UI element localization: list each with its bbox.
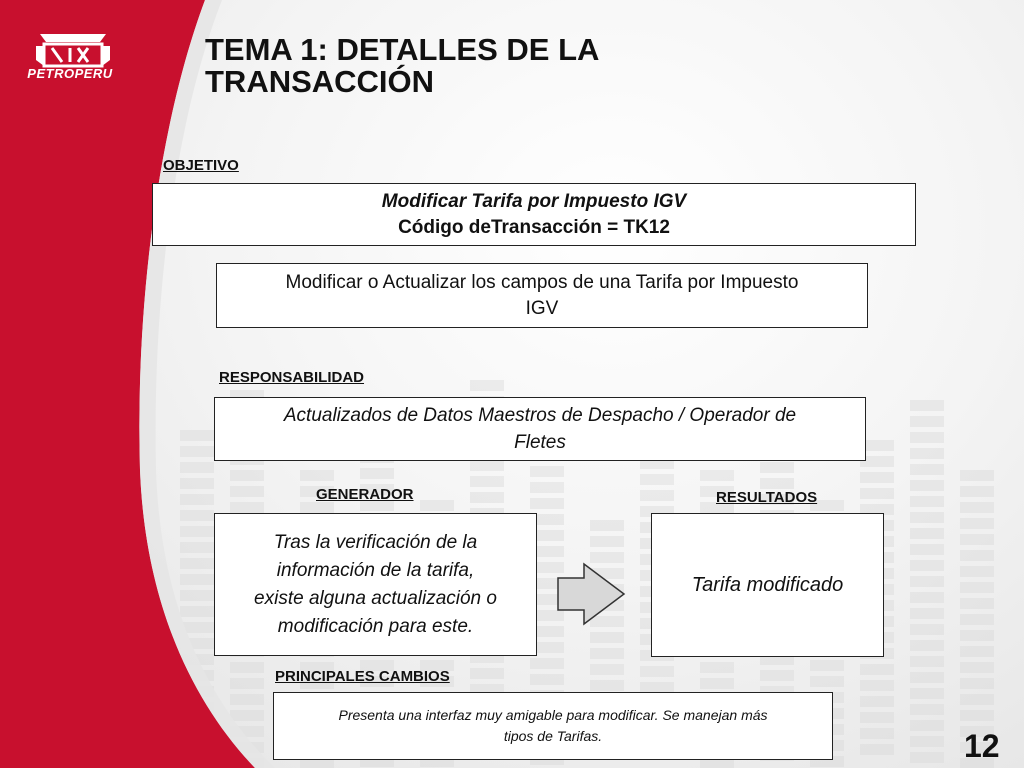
responsabilidad-label: RESPONSABILIDAD <box>219 369 365 386</box>
cambios-line1: Presenta una interfaz muy amigable para modificar. Se manejan más <box>338 707 768 723</box>
responsabilidad-box <box>214 397 866 461</box>
cambios-box <box>273 692 833 760</box>
resultados-text: Tarifa modificado <box>691 573 844 596</box>
generador-line2: información de la tarifa, <box>276 559 475 581</box>
transaction-code: Código deTransacción = TK12 <box>398 216 670 238</box>
cambios-label: PRINCIPALES CAMBIOS <box>275 668 450 685</box>
page-title: TEMA 1: DETALLES DE LA TRANSACCIÓN <box>205 32 600 99</box>
description-line2: IGV <box>525 297 559 319</box>
resultados-label: RESULTADOS <box>716 489 818 506</box>
responsabilidad-line2: Fletes <box>514 432 566 453</box>
objetivo-label: OBJETIVO <box>163 157 239 174</box>
arrow-right-icon <box>556 562 628 626</box>
cambios-line2: tipos de Tarifas. <box>503 728 603 744</box>
generador-line4: modificación para este. <box>277 615 474 637</box>
generador-line3: existe alguna actualización o <box>254 587 497 609</box>
generador-label: GENERADOR <box>316 486 414 503</box>
logo-text: PETROPERU <box>27 66 113 81</box>
page-number: 12 <box>964 728 1000 764</box>
resultados-box <box>651 513 884 657</box>
generador-box <box>214 513 537 656</box>
objetivo-box <box>152 183 916 246</box>
description-box <box>216 263 868 328</box>
responsabilidad-line1: Actualizados de Datos Maestros de Despacho / Operador de <box>283 405 797 426</box>
objetivo-title: Modificar Tarifa por Impuesto IGV <box>381 190 687 212</box>
generador-line1: Tras la verificación de la <box>273 531 478 553</box>
description-line1: Modificar o Actualizar los campos de una Tarifa por Impuesto <box>285 271 799 293</box>
